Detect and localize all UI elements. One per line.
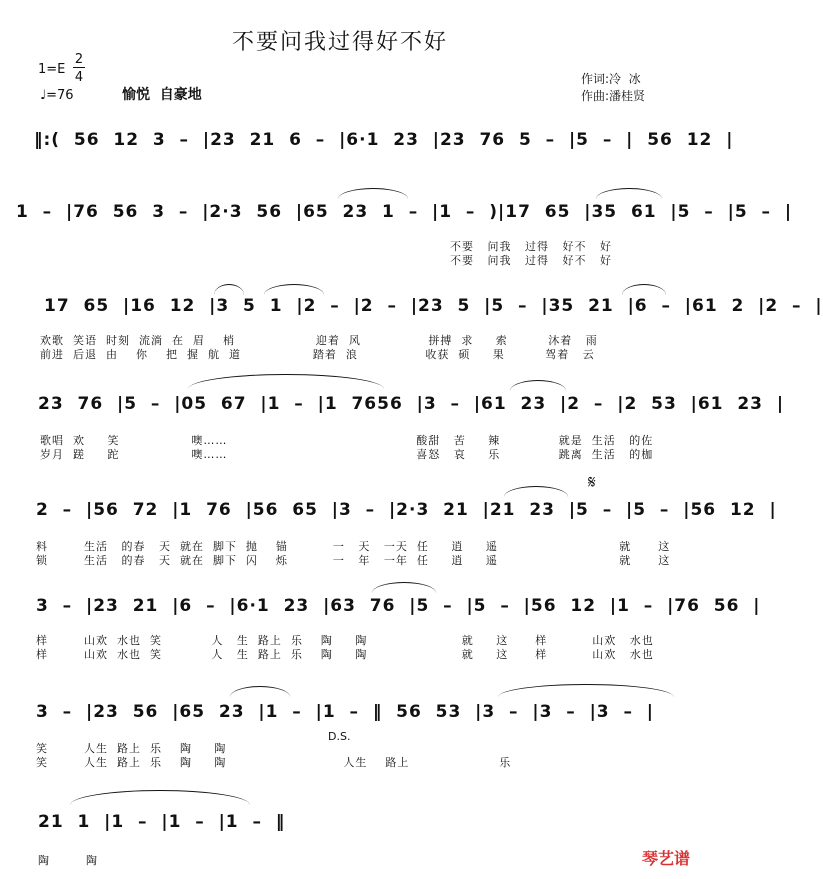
slur bbox=[504, 486, 568, 497]
slur bbox=[188, 374, 384, 389]
slur bbox=[264, 284, 324, 295]
dal-segno-mark: D.S. bbox=[328, 730, 351, 743]
site-logo: 琴艺谱 bbox=[641, 849, 690, 868]
time-signature-denominator: 4 bbox=[74, 70, 84, 85]
score-row-1 bbox=[0, 130, 734, 170]
score-row-5 bbox=[0, 472, 777, 567]
notation-line: 21 1 |1 – |1 – |1 – ‖ bbox=[38, 812, 286, 832]
segno-sign: 𝄋 bbox=[588, 472, 596, 493]
notation-line: 2 – |56 72 |1 76 |56 65 |3 – |2·3 21 |21 23 |5 – |5 – |56 12 | bbox=[36, 500, 777, 520]
lyrics-verse-1: 歌唱 欢 笑 噢…… 酸甜 苦 辣 就是 生活 的佐 bbox=[40, 434, 654, 447]
notation-line: ‖:( 56 12 3 – |23 21 6 – |6·1 23 |23 76 5 – |5 – | 56 12 | bbox=[34, 130, 734, 150]
score-row-6 bbox=[0, 596, 761, 661]
lyrics-verse-1: 料 生活 的春 天 就在 脚下 抛 锚 一 天 一天 任 逍 遥 就 这 bbox=[36, 540, 671, 553]
score-title: 不要问我过得好不好 bbox=[232, 30, 449, 55]
composer-credit: 作曲:潘桂贤 bbox=[581, 89, 646, 103]
lyrics-verse-2: 岁月 蹉 跎 噢…… 喜怒 哀 乐 跳离 生活 的枷 bbox=[40, 448, 654, 461]
lyrics-verse-2: 前进 后退 由 你 把 握 航 道 踏着 浪 收获 硕 果 驾着 云 bbox=[40, 348, 595, 361]
slur bbox=[338, 188, 408, 199]
score-row-4 bbox=[0, 394, 785, 461]
notation-line: 1 – |76 56 3 – |2·3 56 |65 23 1 – |1 – )|17 65 |35 61 |5 – |5 – | bbox=[16, 202, 793, 222]
slur bbox=[510, 380, 566, 391]
lyrics-verse-2: 锁 生活 的春 天 就在 脚下 闪 烁 一 年 一年 任 逍 遥 就 这 bbox=[36, 554, 671, 567]
slur bbox=[70, 790, 250, 805]
tempo-marking: ♩=76 bbox=[40, 88, 74, 103]
lyrics-verse-2: 不要 问我 过得 好不 好 bbox=[450, 254, 612, 267]
score-row-7 bbox=[0, 702, 704, 769]
slur bbox=[230, 686, 290, 697]
slur bbox=[372, 582, 436, 593]
lyrics-verse-1: 样 山欢 水也 笑 人 生 路上 乐 陶 陶 就 这 样 山欢 水也 bbox=[36, 634, 654, 647]
score-row-2 bbox=[0, 202, 793, 267]
lyricist-credit: 作词:冷 冰 bbox=[581, 72, 641, 86]
score-row-3 bbox=[0, 296, 823, 361]
notation-line: 3 – |23 21 |6 – |6·1 23 |63 76 |5 – |5 – |56 12 |1 – |76 56 | bbox=[36, 596, 761, 616]
slur bbox=[622, 284, 666, 295]
notation-line: 3 – |23 56 |65 23 |1 – |1 – ‖ 56 53 |3 – |3 – |3 – | bbox=[36, 702, 654, 722]
key-signature: 1=E bbox=[38, 62, 66, 77]
time-signature-numerator: 2 bbox=[74, 52, 84, 67]
lyrics-verse-1: 不要 问我 过得 好不 好 bbox=[450, 240, 612, 253]
notation-line: 23 76 |5 – |05 67 |1 – |1 7656 |3 – |61 23 |2 – |2 53 |61 23 | bbox=[38, 394, 785, 414]
notation-line: 17 65 |16 12 |3 5 1 |2 – |2 – |23 5 |5 – |35 21 |6 – |61 2 |2 – | bbox=[44, 296, 823, 316]
slur bbox=[498, 684, 674, 697]
lyrics-verse-2: 笑 人生 路上 乐 陶 陶 人生 路上 乐 bbox=[36, 756, 512, 769]
time-signature-line bbox=[73, 67, 85, 68]
lyrics-verse-2: 样 山欢 水也 笑 人 生 路上 乐 陶 陶 就 这 样 山欢 水也 bbox=[36, 648, 654, 661]
lyrics-verse-1: 陶 陶 bbox=[38, 854, 98, 867]
slur bbox=[596, 188, 662, 199]
lyrics-verse-1: 笑 人生 路上 乐 陶 陶 bbox=[36, 742, 227, 755]
lyrics-verse-1: 欢歌 笑语 时刻 流淌 在 眉 梢 迎着 风 拼搏 求 索 沐着 雨 bbox=[40, 334, 598, 347]
mood-marking: 愉悦 自豪地 bbox=[122, 87, 202, 103]
slur bbox=[214, 284, 244, 295]
